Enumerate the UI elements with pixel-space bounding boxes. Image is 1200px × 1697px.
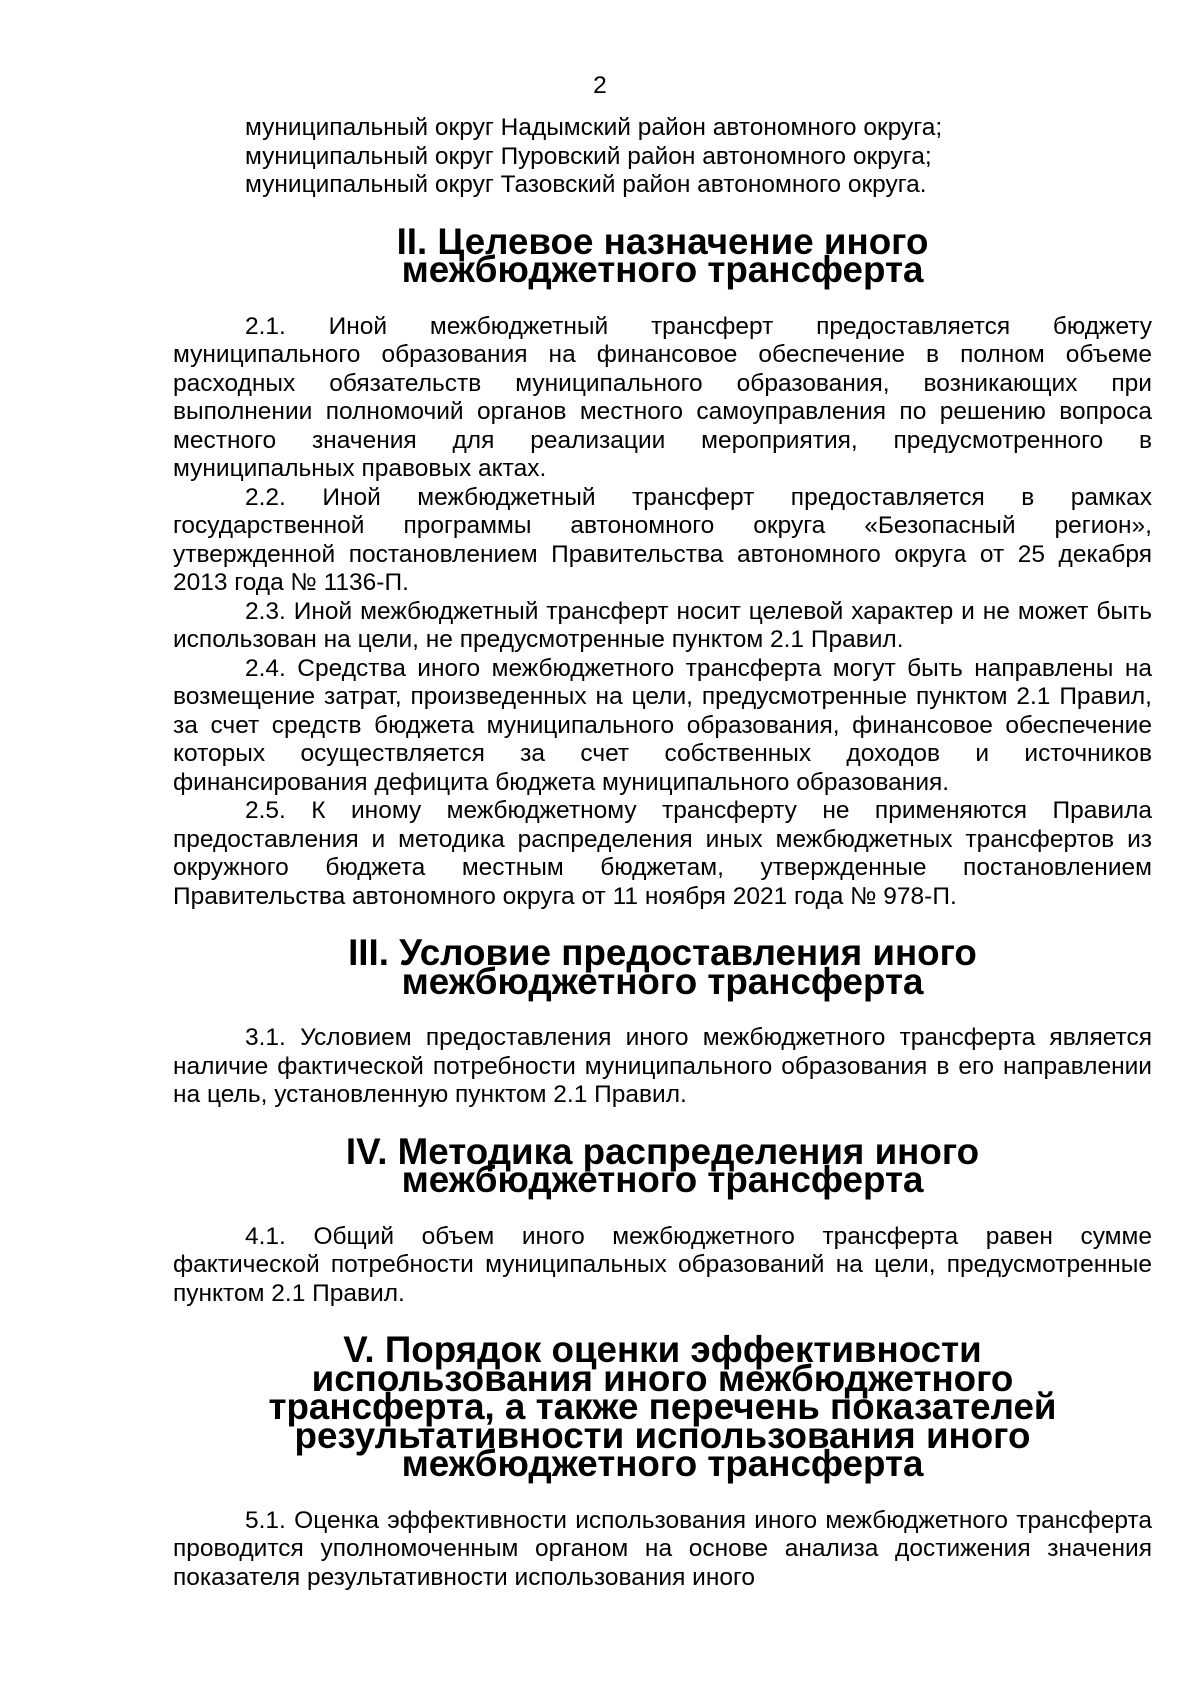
paragraph-2-3: 2.3. Иной межбюджетный трансферт носит целевой характер и не может быть использован на цели, не предусмотренные пунктом 2.1 Правил. <box>173 597 1152 653</box>
paragraph-2-4: 2.4. Средства иного межбюджетного трансферта могут быть направлены на возмещение затрат, произведенных на цели, предусмотренные пунктом 2.1 Правил, за счет средств бюджета муниципального образования, финансовое обеспечение которых осуществляется за счет собственных доходов и источников финансирования дефицита бюджета муниципального образования. <box>173 654 1152 796</box>
section-3-body <box>173 1024 1152 1110</box>
page-number: 2 <box>593 72 607 99</box>
intro-line: муниципальный округ Тазовский район автономного округа. <box>245 171 927 198</box>
section-5-body <box>173 1507 1152 1593</box>
section-2-body <box>173 313 1152 912</box>
paragraph-2-5: 2.5. К иному межбюджетному трансферту не применяются Правила предоставления и методика распределения иных межбюджетных трансфертов из окружного бюджета местным бюджетам, утвержденные постановлением Правительства автономного округа от 11 ноября 2021 года № 978-П. <box>173 797 1152 910</box>
section-3-heading: III. Условие предоставления иного межбюджетного трансферта <box>348 932 977 1002</box>
section-2-heading: II. Целевое назначение иного межбюджетного трансферта <box>396 220 929 290</box>
intro-line: муниципальный округ Пуровский район автономного округа; <box>245 142 932 170</box>
document-body <box>173 114 1152 1592</box>
paragraph-2-2: 2.2. Иной межбюджетный трансферт предоставляется в рамках государственной программы автономного округа «Безопасный регион», утвержденной постановлением Правительства автономного округа от 25 декабря 2013 года № 1136-П. <box>173 483 1152 596</box>
paragraph-3-1: 3.1. Условием предоставления иного межбюджетного трансферта является наличие фактической потребности муниципального образования в его направлении на цель, установленную пунктом 2.1 Правил. <box>173 1024 1152 1108</box>
paragraph-5-1: 5.1. Оценка эффективности использования иного межбюджетного трансферта проводится уполномоченным органом на основе анализа достижения значения показателя результативности использования иного <box>173 1506 1152 1591</box>
section-5-heading: V. Порядок оценки эффективности использования иного межбюджетного трансферта, а также перечень показателей результативности использования иного межбюджетного трансферта <box>268 1329 1057 1484</box>
section-4-body <box>173 1223 1152 1309</box>
paragraph-4-1: 4.1. Общий объем иного межбюджетного трансферта равен сумме фактической потребности муниципальных образований на цели, предусмотренные пунктом 2.1 Правил. <box>173 1222 1152 1307</box>
paragraph-2-1: 2.1. Иной межбюджетный трансферт предоставляется бюджету муниципального образования на финансовое обеспечение в полном объеме расходных обязательств муниципального образования, возникающих при выполнении полномочий органов местного самоуправления по решению вопроса местного значения для реализации мероприятия, предусмотренного в муниципальных правовых актах. <box>173 312 1152 482</box>
section-4-heading: IV. Методика распределения иного межбюджетного трансферта <box>345 1130 980 1200</box>
intro-line: муниципальный округ Надымский район автономного округа; <box>245 114 943 141</box>
